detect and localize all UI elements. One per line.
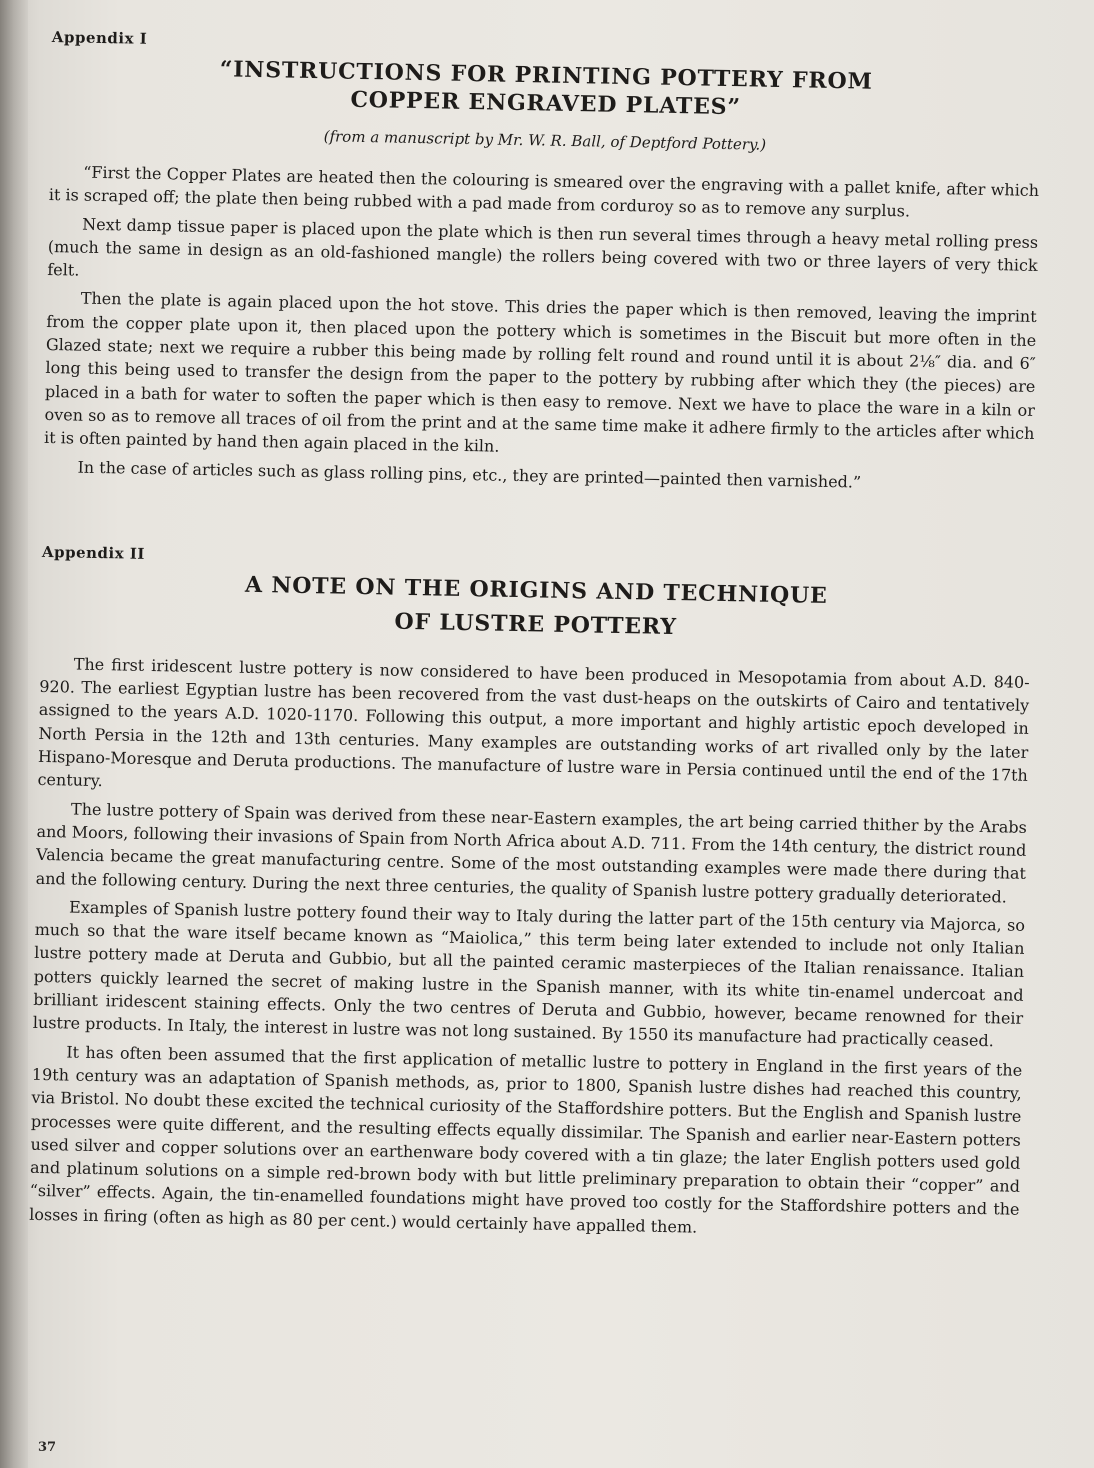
page-number: 37: [38, 1440, 57, 1455]
appendix-2-paragraph: Examples of Spanish lustre pottery found their way to Italy during the latter part of the 15th century via Majorca, so much so that the ware itself became known as “Maiolica,” this term being later extended to include not only Italian lustre pottery made at Deruta and Gubbio, but all the painted ceramic masterpieces of the Italian renaissance. Italian potters quickly learned the secret of making lustre in the Spanish manner, with its white tin-enamel undercoat and brilliant iridescent staining effects. Only the two centres of Deruta and Gubbio, however, became renowned for their lustre products. In Italy, the interest in lustre was not long sustained. By 1550 its manufacture had practically ceased.: [32, 897, 1026, 1051]
appendix-1-source: (from a manuscript by Mr. W. R. Ball, of Deptford Pottery.): [323, 127, 767, 154]
appendix-2-paragraph: The first iridescent lustre pottery is now considered to have been produced in Mesopotamia from about A.D. 840-920. The earliest Egyptian lustre has been recovered from the vast dust-heaps on the outskirts of Cairo and tentatively assigned to the years A.D. 1020-1170. Following this output, a more important and highly artistic epoch developed in North Persia in the 12th and 13th centuries. Many examples are outstanding works of art rivalled only by the later Hispano-Moresque and Deruta productions. The manufacture of lustre ware in Persia continued until the end of the 17th century.: [37, 654, 1030, 791]
appendix-2-label: Appendix II: [41, 542, 146, 563]
appendix-1-paragraph: “First the Copper Plates are heated then the colouring is smeared over the engraving with a pallet knife, after which it is scraped off; the plate then being rubbed with a pad made from corduroy so as to remove any surplus.: [48, 162, 1040, 221]
appendix-1-label: Appendix I: [51, 28, 148, 48]
appendix-1-title-line-2: COPPER ENGRAVED PLATES”: [350, 86, 742, 121]
appendix-2-paragraph: It has often been assumed that the first application of metallic lustre to pottery in England in the first years of the 19th century was an adaptation of Spanish methods, as, prior to 1800, Spanish lustre dishes had reached this country, via Bristol. No doubt these excited the technical curiosity of the Staffordshire potters. But the English and Spanish lustre processes were quite different, and the resulting effects equally dissimilar. The Spanish and earlier near-Eastern potters used silver and copper solutions over an earthenware body covered with a tin glaze; the later English potters used gold and platinum solutions on a simple red-brown body with but little preliminary preparation to obtain their “copper” and “silver” effects. Again, the tin-enamelled foundations might have proved too costly for the Staffordshire potters and the losses in firing (often as high as 80 per cent.) would certainly have appalled them.: [29, 1042, 1023, 1237]
page-text-block: [29, 28, 1042, 1250]
appendix-1-paragraph: In the case of articles such as glass rolling pins, etc., they are printed—painted then varnished.”: [77, 457, 862, 492]
book-gutter: [0, 0, 28, 1468]
appendix-2-title-line-2: OF LUSTRE POTTERY: [394, 608, 677, 640]
appendix-1-paragraph: Next damp tissue paper is placed upon the plate which is then run several times through a heavy metal rolling press (much the same in design as an old-fashioned mangle) the rollers being covered with two or three layers of very thick felt.: [47, 214, 1039, 280]
appendix-2-title-line-1: A NOTE ON THE ORIGINS AND TECHNIQUE: [244, 571, 828, 609]
appendix-1-title-line-1: “INSTRUCTIONS FOR PRINTING POTTERY FROM: [219, 56, 873, 95]
appendix-2-paragraph: The lustre pottery of Spain was derived from these near-Eastern examples, the art being carried thither by the Arabs and Moors, following their invasions of Spain from North Africa about A.D. 711. From the 14th century, the district round Valencia became the great manufacturing centre. Some of the most outstanding examples were made there during that and the following century. During the next three centuries, the quality of Spanish lustre pottery gradually deteriorated.: [35, 799, 1028, 907]
appendix-1-paragraph: Then the plate is again placed upon the hot stove. This dries the paper which is then removed, leaving the imprint from the copper plate upon it, then placed upon the pottery which is sometimes in the Biscuit but more often in the Glazed state; next we require a rubber this being made by rolling felt round and round until it is about 2⅛″ dia. and 6″ long this being used to transfer the design from the paper to the pottery by rubbing after which they (the pieces) are placed in a bath for water to soften the paper which is then easy to remove. Next we have to place the ware in a kiln or oven so as to remove all traces of oil from the print and at the same time make it adhere firmly to the articles after which it is often painted by hand then again placed in the kiln.: [43, 289, 1037, 456]
